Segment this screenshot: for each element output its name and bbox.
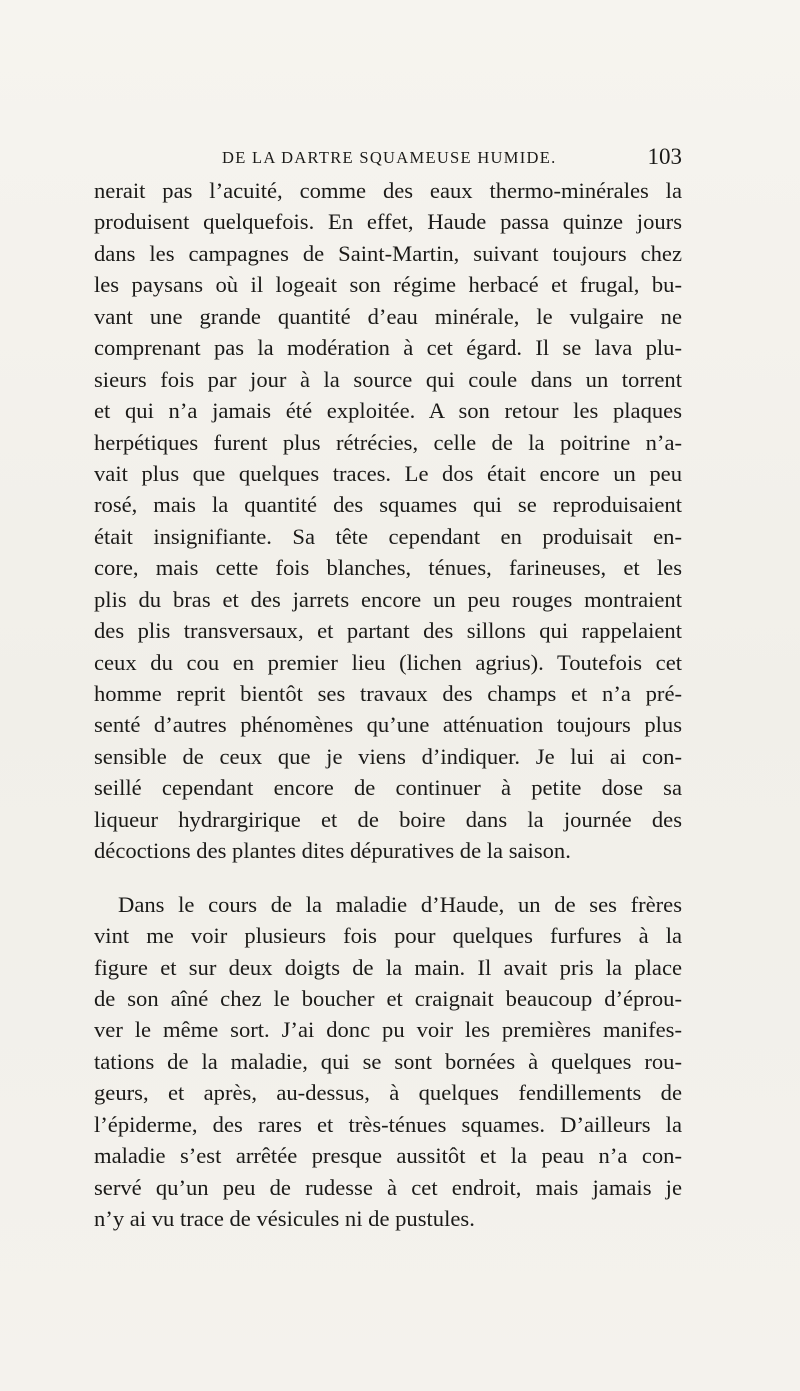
text-line: rosé, mais la quantité des squames qui se reproduisaient [94, 492, 682, 518]
text-line: et qui n’a jamais été exploitée. A son retour les plaques [94, 398, 682, 424]
text-line: vant une grande quantité d’eau minérale, le vulgaire ne [94, 303, 682, 329]
text-line: plis du bras et des jarrets encore un peu rouges montraient [94, 586, 682, 612]
text-line: n’y ai vu trace de vésicules ni de pustules. [94, 1206, 475, 1231]
text-line: était insignifiante. Sa tête cependant en produisait en- [94, 523, 682, 549]
text-line: Dans le cours de la maladie d’Haude, un de ses frères [118, 891, 682, 917]
page-header [94, 144, 682, 174]
text-line: vait plus que quelques traces. Le dos était encore un peu [94, 460, 682, 486]
text-line: figure et sur deux doigts de la main. Il avait pris la place [94, 954, 682, 980]
text-line: sieurs fois par jour à la source qui coule dans un torrent [94, 366, 682, 392]
text-line: comprenant pas la modération à cet égard. Il se lava plu- [94, 335, 682, 361]
text-line: les paysans où il logeait son régime herbacé et frugal, bu- [94, 272, 682, 298]
running-title: DE LA DARTRE SQUAMEUSE HUMIDE. [222, 148, 557, 167]
text-line: l’épiderme, des rares et très-ténues squames. D’ailleurs la [94, 1111, 682, 1137]
text-line: servé qu’un peu de rudesse à cet endroit, mais jamais je [94, 1174, 682, 1200]
paragraph-1 [94, 175, 682, 867]
text-line: des plis transversaux, et partant des sillons qui rappelaient [94, 618, 682, 644]
text-line: senté d’autres phénomènes qu’une atténuation toujours plus [94, 712, 682, 738]
text-line: nerait pas l’acuité, comme des eaux thermo-minérales la [94, 178, 682, 203]
text-line: liqueur hydrargirique et de boire dans la journée des [94, 806, 682, 832]
text-line: herpétiques furent plus rétrécies, celle de la poitrine n’a- [94, 429, 682, 455]
text-line: dans les campagnes de Saint-Martin, suivant toujours chez [94, 240, 682, 266]
text-line: sensible de ceux que je viens d’indiquer. Je lui ai con- [94, 743, 682, 769]
paragraph-spacer [94, 867, 682, 889]
text-line: vint me voir plusieurs fois pour quelques furfures à la [94, 923, 682, 949]
text-line: geurs, et après, au-dessus, à quelques fendillements de [94, 1080, 682, 1106]
text-line: ceux du cou en premier lieu (lichen agrius). Toutefois cet [94, 649, 682, 675]
body-text [94, 175, 682, 1234]
text-line: de son aîné chez le boucher et craignait beaucoup d’éprou- [94, 985, 682, 1011]
text-line: homme reprit bientôt ses travaux des champs et n’a pré- [94, 681, 682, 706]
text-line: core, mais cette fois blanches, ténues, farineuses, et les [94, 555, 682, 581]
text-line: décoctions des plantes dites dépuratives de la saison. [94, 838, 571, 864]
text-line: maladie s’est arrêtée presque aussitôt et la peau n’a con- [94, 1143, 682, 1169]
text-line: tations de la maladie, qui se sont bornées à quelques rou- [94, 1048, 682, 1074]
paragraph-2 [94, 889, 682, 1235]
page-number: 103 [647, 144, 682, 169]
text-line: seillé cependant encore de continuer à petite dose sa [94, 775, 682, 801]
text-line: produisent quelquefois. En effet, Haude passa quinze jours [94, 209, 682, 235]
text-line: ver le même sort. J’ai donc pu voir les premières manifes- [94, 1017, 682, 1043]
